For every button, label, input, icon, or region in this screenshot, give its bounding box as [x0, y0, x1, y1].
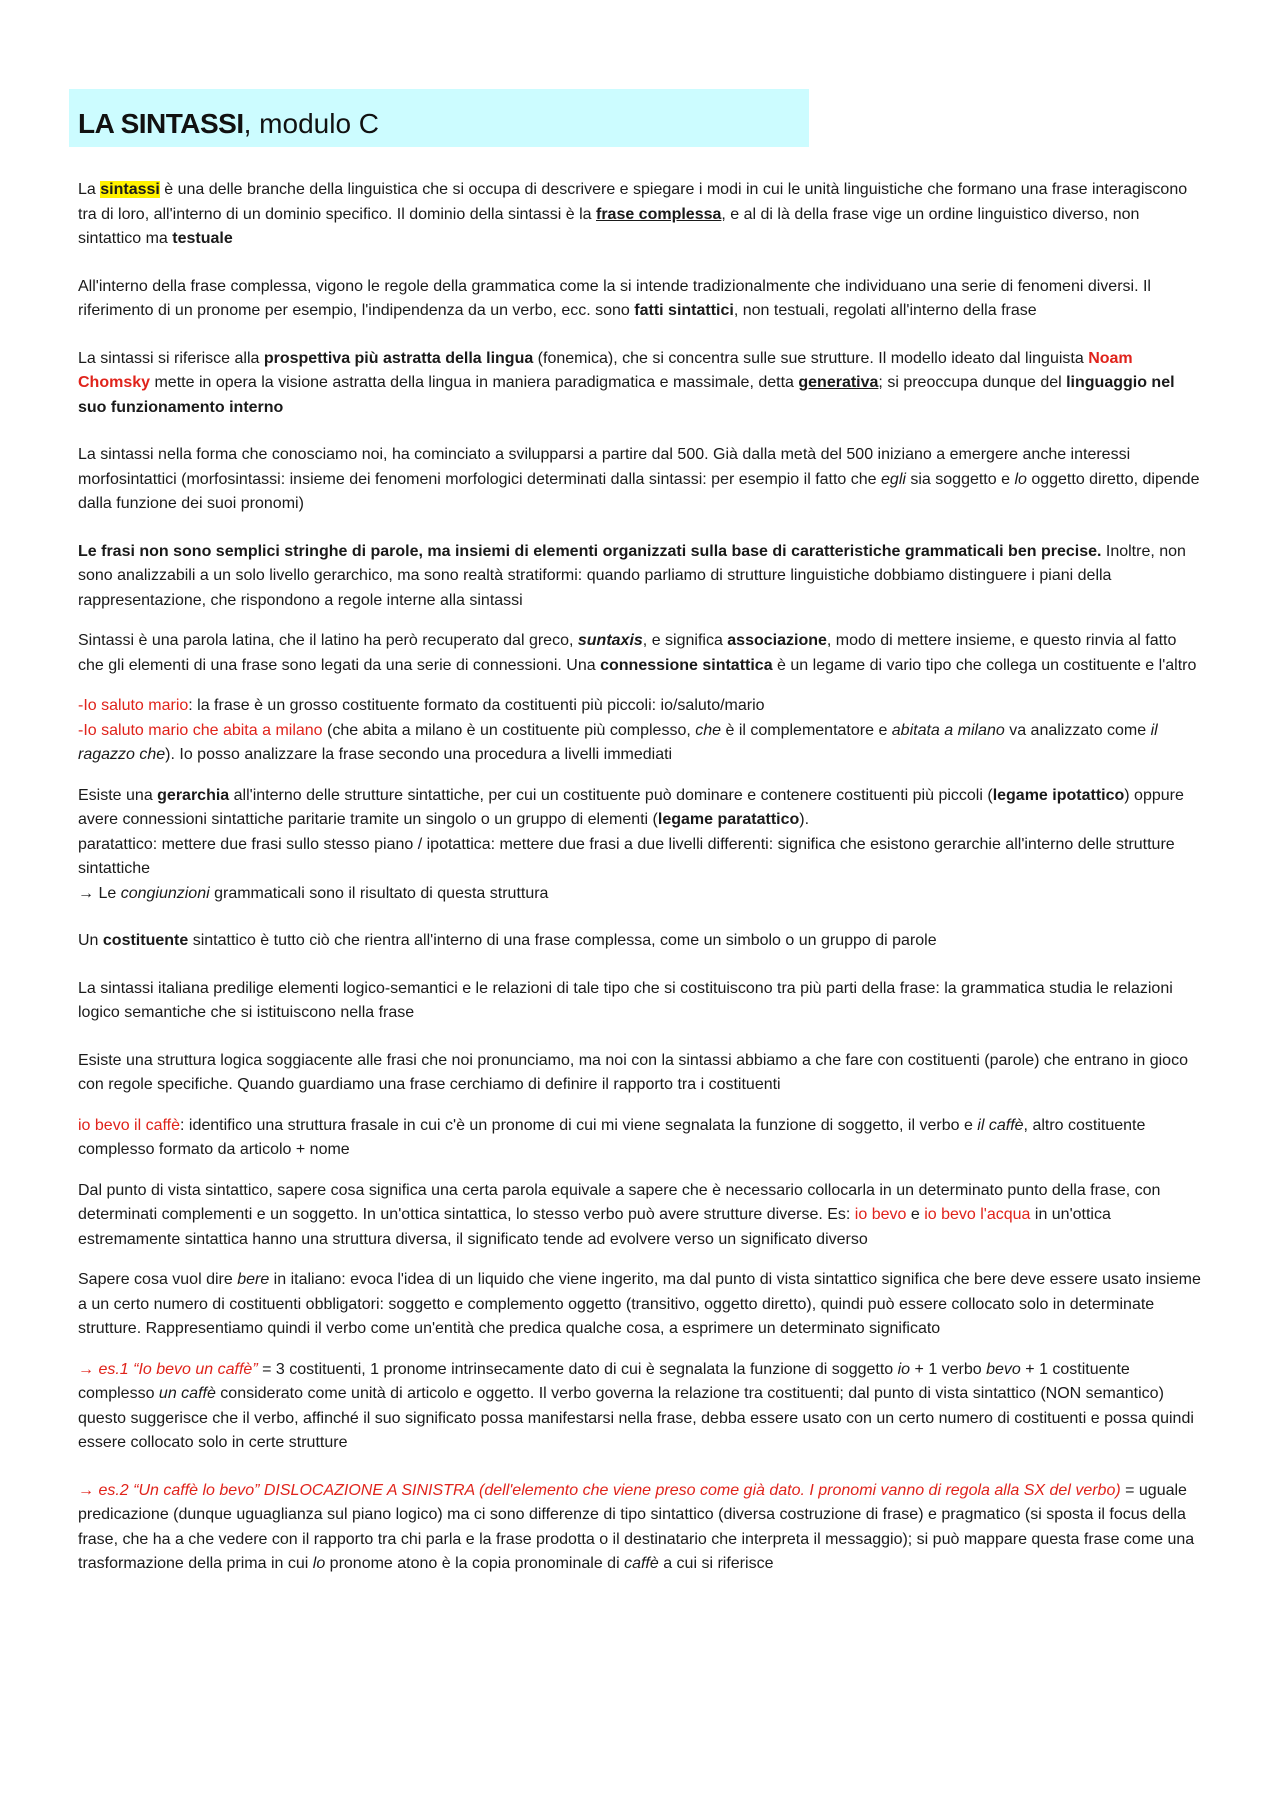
chomsky-name: Noam Chomsky: [78, 349, 1133, 391]
arrow-icon: →: [78, 1360, 99, 1378]
paragraph-chomsky: La sintassi si riferisce alla prospettiva più astratta della lingua (fonemica), che si concentra sulle sue strutture. Il modello ideato dal linguista Noam Chomsky mette in opera la visione astratta della lingua in maniera paradigmatica e massimale, detta generativa; si preoccupa dunque del linguaggio nel suo funzionamento interno: [78, 349, 1175, 416]
document-body: [78, 178, 1203, 1600]
paragraph-frase-complessa: All'interno della frase complessa, vigono le regole della grammatica come la si intende tradizionalmente che individuano una serie di fenomeni diversi. Il riferimento di un pronome per esempio, l'indipendenza da un verbo, ecc. sono fatti sintattici, non testuali, regolati all'interno della frase: [78, 277, 1151, 319]
arrow-icon: →: [78, 1481, 99, 1499]
paragraph-esempio-1: → es.1 “Io bevo un caffè” = 3 costituenti, 1 pronome intrinsecamente dato di cui è segnalata la funzione di soggetto io + 1 verbo bevo + 1 costituente complesso un caffè considerato come unità di articolo e oggetto. Il verbo governa la relazione tra costituenti; dal punto di vista sintattico (NON semantico) questo suggerisce che il verbo, affinché il suo significato possa manifestarsi nella frase, debba essere usato con un certo numero di costituenti e possa quindi essere collocato solo in certe strutture: [78, 1360, 1194, 1451]
paragraph-costituente: Un costituente sintattico è tutto ciò che rientra all'interno di una frase complessa, come un simbolo o un gruppo di parole: [78, 932, 937, 949]
paragraph-frasi: Le frasi non sono semplici stringhe di parole, ma insiemi di elementi organizzati sulla base di caratteristiche grammaticali ben precise. Inoltre, non sono analizzabili a un solo livello gerarchico, ma sono realtà stratiformi: quando parliamo di strutture linguistiche dobbiamo distinguere i piani della rappresentazione, che rispondono a regole interne alla sintassi: [78, 542, 1186, 609]
paragraph-gerarchia: Esiste una gerarchia all'interno delle strutture sintattiche, per cui un costituente può dominare e contenere costituenti più piccoli (legame ipotattico) oppure avere connessioni sintattiche paritarie tramite un singolo o un gruppo di elementi (legame paratattico). paratattico: mettere due frasi sullo stesso piano / ipotattica: mettere due frasi a due livelli differenti: significa che esistono gerarchie all'interno delle strutture sintattiche → Le congiunzioni grammaticali sono il risultato di questa struttura: [78, 786, 1184, 902]
page-title: LA SINTASSI, modulo C: [78, 108, 380, 139]
paragraph-storia: La sintassi nella forma che conosciamo noi, ha cominciato a svilupparsi a partire dal 500. Già dalla metà del 500 iniziano a emergere anche interessi morfosintattici (morfosintassi: insieme dei fenomeni morfologici determinati dalla sintassi: per esempio il fatto che egli sia soggetto e lo oggetto diretto, dipende dalla funzione dei suoi pronomi): [78, 446, 1200, 512]
paragraph-bere: Sapere cosa vuol dire bere in italiano: evoca l'idea di un liquido che viene ingerito, ma dal punto di vista sintattico significa che bere deve essere usato insieme a un certo numero di costituenti obbligatori: soggetto e complemento oggetto (transitivo, oggetto diretto), quindi può essere collocato solo in determinate strutture. Rappresentiamo quindi il verbo come un'entità che predica qualche cosa, a esprimere un determinato significato: [78, 1271, 1201, 1337]
paragraph-struttura-logica: Esiste una struttura logica soggiacente alle frasi che noi pronunciamo, ma noi con la sintassi abbiamo a che fare con costituenti (parole) che entrano in gioco con regole specifiche. Quando guardiamo una frase cerchiamo di definire il rapporto tra i costituenti: [78, 1051, 1188, 1093]
paragraph-etimologia: Sintassi è una parola latina, che il latino ha però recuperato dal greco, suntaxis, e significa associazione, modo di mettere insieme, e questo rinvia al fatto che gli elementi di una frase sono legati da una serie di connessioni. Una connessione sintattica è un legame di vario tipo che collega un costituente e l'altro: [78, 632, 1197, 674]
highlighted-term: sintassi: [100, 181, 160, 198]
paragraph-verbo-strutture: Dal punto di vista sintattico, sapere cosa significa una certa parola equivale a sapere che è necessario collocarla in un determinato punto della frase, con determinati complementi e un soggetto. In un'ottica sintattica, lo stesso verbo può avere strutture diverse. Es: io bevo e io bevo l'acqua in un'ottica estremamente sintattica hanno una struttura diversa, il significato tende ad evolvere verso un significato diverso: [78, 1181, 1161, 1248]
paragraph-esempio-2: → es.2 “Un caffè lo bevo” DISLOCAZIONE A SINISTRA (dell'elemento che viene preso come già dato. I pronomi vanno di regola alla SX del verbo) = uguale predicazione (dunque uguaglianza sul piano logico) ma ci sono differenze di tipo sintattico (diversa costruzione di frase) e pragmatico (si sposta il focus della frase, che ha a che vedere con il rapporto tra chi parla e la frase prodotta o il destinatario che interpreta il messaggio); si può mappare questa frase come una trasformazione della prima in cui lo pronome atono è la copia pronominale di caffè a cui si riferisce: [78, 1481, 1195, 1572]
paragraph-logico-semantici: La sintassi italiana predilige elementi logico-semantici e le relazioni di tale tipo che si costituiscono tra più parti della frase: la grammatica studia le relazioni logico semantiche che si istituiscono nella frase: [78, 979, 1173, 1021]
paragraph-esempi-saluto: -Io saluto mario: la frase è un grosso costituente formato da costituenti più piccoli: io/saluto/mario -Io saluto mario che abita a milano (che abita a milano è un costituente più complesso, che è il complementatore e abitata a milano va analizzato come il ragazzo che). Io posso analizzare la frase secondo una procedura a livelli immediati: [78, 697, 1158, 763]
paragraph-bevo-caffe: io bevo il caffè: identifico una struttura frasale in cui c'è un pronome di cui mi viene segnalata la funzione di soggetto, il verbo e il caffè, altro costituente complesso formato da articolo + nome: [78, 1116, 1146, 1158]
arrow-icon: → Le: [78, 884, 121, 902]
paragraph-definition: La sintassi è una delle branche della linguistica che si occupa di descrivere e spiegare i modi in cui le unità linguistiche che formano una frase interagiscono tra di loro, all'interno di un dominio specifico. Il dominio della sintassi è la frase complessa, e al di là della frase vige un ordine linguistico diverso, non sintattico ma testuale: [78, 181, 1188, 247]
